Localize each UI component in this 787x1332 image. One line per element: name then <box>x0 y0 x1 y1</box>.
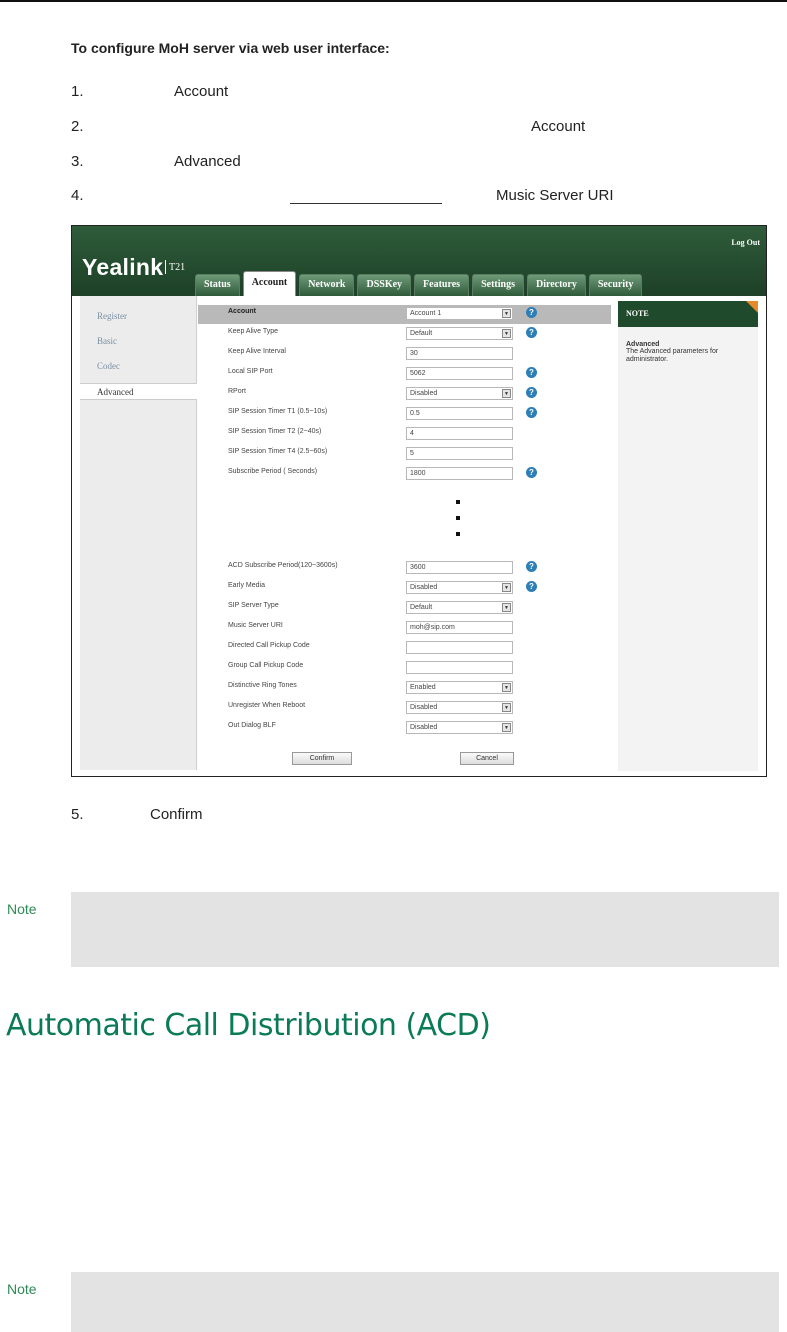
step-5 <box>71 806 671 826</box>
field-label: Distinctive Ring Tones <box>228 682 297 689</box>
step-1 <box>71 83 671 103</box>
step-4 <box>71 187 671 207</box>
web-ui-screenshot <box>71 225 767 777</box>
corner-fold-icon <box>746 301 758 313</box>
step-keyword: Advanced <box>174 153 241 170</box>
logo-divider <box>165 260 166 274</box>
acd-subscribe-period-input[interactable]: 3600 <box>406 561 513 574</box>
tab-account[interactable]: Account <box>243 271 297 296</box>
help-icon[interactable]: ? <box>526 561 537 572</box>
select-value: Default <box>410 330 433 337</box>
help-icon[interactable]: ? <box>526 367 537 378</box>
field-label: Music Server URI <box>228 622 283 629</box>
tab-dsskey[interactable]: DSSKey <box>357 274 411 296</box>
form-row-keep-alive-type <box>198 325 611 344</box>
chevron-down-icon[interactable]: ▼ <box>502 389 511 398</box>
step-number: 3. <box>71 153 84 170</box>
step-number: 2. <box>71 118 84 135</box>
form-row-sip-server-type <box>198 599 611 618</box>
step-keyword: Account <box>531 118 586 135</box>
sip-timer-t4-input[interactable]: 5 <box>406 447 513 460</box>
keep-alive-interval-input[interactable]: 30 <box>406 347 513 360</box>
note-label: Note <box>7 1281 37 1297</box>
chevron-down-icon[interactable]: ▼ <box>502 603 511 612</box>
field-label: SIP Session Timer T2 (2~40s) <box>228 428 322 435</box>
sip-timer-t1-input[interactable]: 0.5 <box>406 407 513 420</box>
ellipsis-dot <box>456 500 460 504</box>
tab-settings[interactable]: Settings <box>472 274 524 296</box>
note-panel <box>618 301 758 771</box>
select-value: Disabled <box>410 724 438 731</box>
step-keyword: Confirm <box>150 806 203 823</box>
field-label: Local SIP Port <box>228 368 273 375</box>
app-header <box>72 226 766 296</box>
distinctive-ring-tones-select[interactable] <box>406 681 513 694</box>
select-value: Disabled <box>410 390 438 397</box>
step-keyword: Account <box>174 83 229 100</box>
section-title: Automatic Call Distribution (ACD) <box>6 1008 491 1043</box>
fill-in-blank-line <box>290 203 442 204</box>
unregister-when-reboot-select[interactable] <box>406 701 513 714</box>
field-label: Subscribe Period ( Seconds) <box>228 468 318 475</box>
field-label: SIP Server Type <box>228 602 279 609</box>
ellipsis-dot <box>456 516 460 520</box>
form-row-acd-subscribe-period <box>198 559 611 578</box>
yealink-logo: Yealink <box>82 254 164 280</box>
local-sip-port-input[interactable]: 5062 <box>406 367 513 380</box>
group-call-pickup-input[interactable] <box>406 661 513 674</box>
form-row-group-call-pickup <box>198 659 611 678</box>
chevron-down-icon[interactable]: ▼ <box>502 683 511 692</box>
form-row-sip-timer-t4 <box>198 445 611 464</box>
help-icon[interactable]: ? <box>526 307 537 318</box>
field-label: ACD Subscribe Period(120~3600s) <box>228 562 338 569</box>
tab-features[interactable]: Features <box>414 274 469 296</box>
keep-alive-type-select[interactable] <box>406 327 513 340</box>
form-row-rport <box>198 385 611 404</box>
field-label: SIP Session Timer T1 (0.5~10s) <box>228 408 328 415</box>
confirm-button[interactable]: Confirm <box>292 752 352 765</box>
field-label: Group Call Pickup Code <box>228 662 304 669</box>
form-row-account <box>198 305 611 324</box>
select-value: Enabled <box>410 684 436 691</box>
select-value: Disabled <box>410 584 438 591</box>
cancel-button[interactable]: Cancel <box>460 752 514 765</box>
select-value: Default <box>410 604 433 611</box>
field-label: Keep Alive Type <box>228 328 279 335</box>
step-number: 1. <box>71 83 84 100</box>
chevron-down-icon[interactable]: ▼ <box>502 583 511 592</box>
note-box <box>71 1272 779 1332</box>
form-row-local-sip-port <box>198 365 611 384</box>
sidebar-item-advanced[interactable]: Advanced <box>80 383 197 400</box>
form-row-sip-timer-t2 <box>198 425 611 444</box>
form-row-out-dialog-blf <box>198 719 611 738</box>
help-icon[interactable]: ? <box>526 327 537 338</box>
sip-server-type-select[interactable] <box>406 601 513 614</box>
help-icon[interactable]: ? <box>526 467 537 478</box>
tab-security[interactable]: Security <box>589 274 643 296</box>
select-value: Account 1 <box>410 310 442 317</box>
tab-status[interactable]: Status <box>195 274 240 296</box>
sidebar-item-register[interactable]: Register <box>97 311 127 321</box>
step-number: 5. <box>71 806 84 823</box>
step-keyword: Music Server URI <box>496 187 614 204</box>
help-icon[interactable]: ? <box>526 387 537 398</box>
directed-call-pickup-input[interactable] <box>406 641 513 654</box>
form-row-sip-timer-t1 <box>198 405 611 424</box>
settings-form <box>198 296 611 776</box>
form-row-keep-alive-interval <box>198 345 611 364</box>
form-row-unregister-when-reboot <box>198 699 611 718</box>
form-row-directed-call-pickup <box>198 639 611 658</box>
ellipsis-dot <box>456 532 460 536</box>
help-icon[interactable]: ? <box>526 581 537 592</box>
sidebar <box>80 296 197 770</box>
form-row-distinctive-ring-tones <box>198 679 611 698</box>
note-panel-text: The Advanced parameters for administrator. <box>626 348 719 363</box>
out-dialog-blf-select[interactable] <box>406 721 513 734</box>
note-panel-title: Advanced <box>626 341 660 348</box>
music-server-uri-input[interactable]: moh@sip.com <box>406 621 513 634</box>
procedure-heading: To configure MoH server via web user interface: <box>71 40 390 56</box>
rport-select[interactable] <box>406 387 513 400</box>
logout-link[interactable]: Log Out <box>731 238 760 247</box>
subscribe-period-input[interactable]: 1800 <box>406 467 513 480</box>
field-label: Out Dialog BLF <box>228 722 276 729</box>
sip-timer-t2-input[interactable]: 4 <box>406 427 513 440</box>
form-row-music-server-uri <box>198 619 611 638</box>
chevron-down-icon[interactable]: ▼ <box>502 329 511 338</box>
chevron-down-icon[interactable]: ▼ <box>502 309 511 318</box>
chevron-down-icon[interactable]: ▼ <box>502 723 511 732</box>
field-label: Early Media <box>228 582 265 589</box>
field-label: Directed Call Pickup Code <box>228 642 310 649</box>
form-row-early-media <box>198 579 611 598</box>
field-label: RPort <box>228 388 246 395</box>
account-select[interactable] <box>406 307 513 320</box>
sidebar-item-codec[interactable]: Codec <box>97 361 120 371</box>
select-value: Disabled <box>410 704 438 711</box>
note-label: Note <box>7 901 37 917</box>
field-label: Keep Alive Interval <box>228 348 286 355</box>
field-label: SIP Session Timer T4 (2.5~60s) <box>228 448 328 455</box>
tab-network[interactable]: Network <box>299 274 354 296</box>
form-row-subscribe-period <box>198 465 611 484</box>
note-box <box>71 892 779 967</box>
note-panel-header: NOTE <box>618 301 758 327</box>
field-label: Unregister When Reboot <box>228 702 306 709</box>
step-2 <box>71 118 671 138</box>
tab-directory[interactable]: Directory <box>527 274 586 296</box>
help-icon[interactable]: ? <box>526 407 537 418</box>
field-label: Account <box>228 308 256 315</box>
sidebar-item-basic[interactable]: Basic <box>97 336 117 346</box>
step-number: 4. <box>71 187 84 204</box>
main-tabs <box>195 271 642 296</box>
model-label: T21 <box>169 262 186 273</box>
early-media-select[interactable] <box>406 581 513 594</box>
chevron-down-icon[interactable]: ▼ <box>502 703 511 712</box>
top-rule <box>0 0 787 2</box>
step-3 <box>71 153 671 173</box>
